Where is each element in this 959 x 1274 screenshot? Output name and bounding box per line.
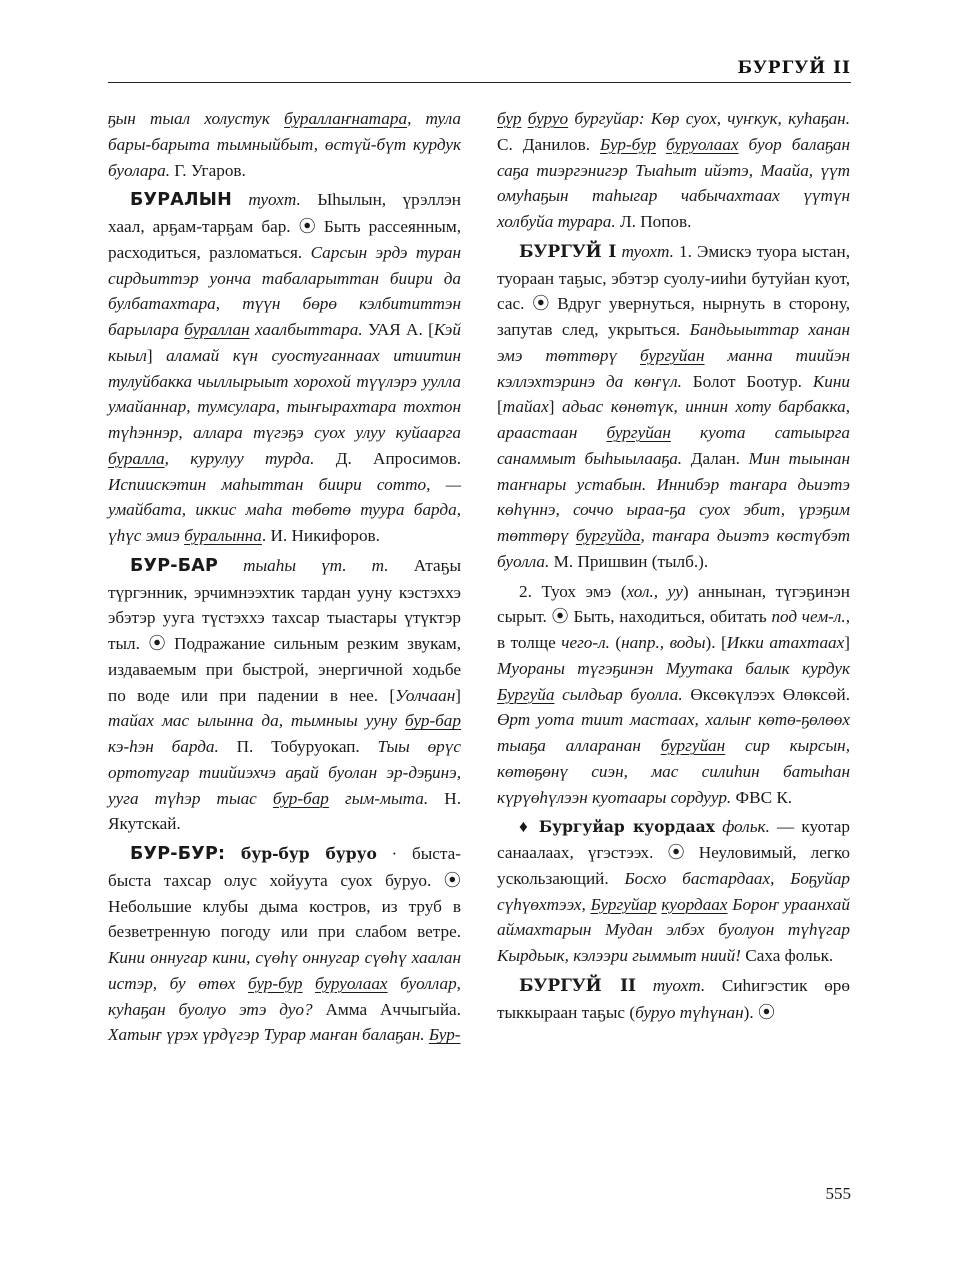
headword: БУРАЛЫН [130, 190, 232, 211]
header-rule [108, 82, 851, 83]
headword: БУРГУЙ I [519, 241, 617, 262]
entry-burguy-2: БУРГУЙ II туохт. Сиһигэстик өрө тыккыраан таҕыс (буруо түһүнан). ⦿ [497, 975, 850, 1022]
page-number: 555 [825, 1184, 851, 1203]
entry-bur-bar: БУР-БАР тыаһы үт. т. Атаҕы түргэнник, эрчимнээхтик тардан ууну кэстэххэ эбэтэр ууга түстэххэ тахсар тыастары үтүктэр тыл. ⦿ Подражание сильным резким звукам, издаваемым при быстрой, энергичной ходьбе по воде или при падении в нее. [Уолчаан] тайах мас ылынна да, тымныы ууну бур-бар кэ-һэн барда. П. Тобуруокап. Тыы өрүс ортотугар тиийиэхчэ аҕай буолан эр-дэҕинэ, ууга түһэр тыас бур-бар гым-мыта. Н. Якутскай. [108, 555, 462, 834]
diamond-icon: ♦ [519, 817, 531, 837]
entry-continuation: бур буруо бургуйар: Көр суох, чуҥкук, куһаҕан. С. Данилов. Бур-бур буруолаах буор балаҕан саҕа тиэргэнигэр Тыаһыт ийэтэ, Маайа, үүт омуһаҕын таһыгар чабычахтаах үүтүн холбуйа турара. Л. Попов. [497, 109, 851, 231]
sub-headword: Бургуйар куордаах [530, 817, 715, 837]
headword: БУРГУЙ II [519, 975, 636, 996]
left-column [108, 106, 461, 1048]
entry-burguy-1: БУРГУЙ I туохт. 1. Эмискэ туора ыстан, туораан таҕыс, эбэтэр суолу-ииһи бутуйан куот, сас. ⦿ Вдруг увернуться, нырнуть в сторону, запутав след, укрыться. Бандьыыттар ханан эмэ төттөрү бургуйан манна тиийэн кэллэхтэринэ да көҥүл. Болот Боотур. Кини [тайах] адьас көнөтүк, иннин хоту барбакка, араастаан бургуйан куота сатыырга санаммыт быһыылааҕа. Далан. Мин тыынан таҥнары устабын. Иннибэр таҥара дьиэтэ көһүннэ, соччо ыраа-ҕа суох эбит, үрэҕим төттөрү бургуйда, таҥара дьиэтэ көстүбэт буолла. М. Пришвин (тылб.). [497, 241, 851, 571]
entry-buralyn: БУРАЛЫН туохт. Ыһылын, үрэллэн хаал, арҕам-тарҕам бар. ⦿ Быть рассеянным, расходиться, разломаться. Сарсын эрдэ туран сирдьиттэр уонча табаларыттан биири да булбатахтара, түүн бөрө кэлбититтэн барылара бураллан хаалбыттара. УАЯ А. [Кэй кыыл] аламай күн суостуганнаах итиитин тулуйбакка чыллырыыт хорохой түүлэрэ уулла умайаннар, тумсулара, тыҥырахтара тохтон түһэннэр, аллара түгэҕэ суох улуу куйаарга бураллa, курулуу турда. Д. Апросимов. Испиискэтин маһыттан биири сотто, — умайбата, иккис маһа төбөтө туура барда, үһүс эмиэ буралынна. И. Никифоров. [108, 190, 462, 545]
headword: БУР-БАР [130, 555, 219, 576]
headword: БУР-БУР: [130, 844, 226, 864]
sense-2: 2. Туох эмэ (хол., уу) аннынан, түгэҕинэн сырыт. ⦿ Быть, находиться, обитать под чем-л., в толще чего-л. (напр., воды). [Икки атахтаах] Муораны түгэҕинэн Муутака балык курдук Бургуйа сылдьар буолла. Өксөкүлээх Өлөксөй. Өрт уота тиит мастаах, халыҥ көтө-ҕөлөөх тыаҕа алларанан бургуйан сир кырсын, көтөҕөнү сиэн, мас силиһин батыһан күрүөһүлээн куотаары сордуур. ФВС К. [497, 581, 851, 807]
sub-headword: бур-бур буруо [225, 844, 377, 863]
entry-continuation: ҕын тыал холустук бураллаҥнатара, тула бары-барыта тымныйбыт, өстүй-бүт курдук буолара. Г. Угаров. [108, 109, 461, 180]
running-head: БУРГУЙ II [737, 58, 851, 78]
right-column [497, 106, 850, 1025]
idiom-subentry: ♦ Бургуйар куордаах фольк. — куотар санаалаах, үгэстээх. ⦿ Неуловимый, легко ускользающий. Босхо бастардаах, Боҕуйар сүһүөхтээх, Бургуйар куордаах Бороҥ ураанхай аймахтарын Мудан элбэх буолуон түһүгар Кырдьык, кэлээри гыммыт ниий! Саха фольк. [497, 817, 851, 965]
entry-bur-bur: БУР-БУР: бур-бур буруо · быста-быста тахсар олус хойуута суох буруо. ⦿ Небольшие клубы дыма костров, из труб в безветренную погоду или при слабом ветре. Кини оннугар кини, сүөһү оннугар сүөһү хаалан истэр, бу өтөх бур-бур буруолаах буоллар, куһаҕан буолуо этэ дуо? Амма Аччыгыйа. Хатыҥ үрэх үрдүгэр Турар маҥан балаҕан. Бур- [108, 844, 461, 1045]
